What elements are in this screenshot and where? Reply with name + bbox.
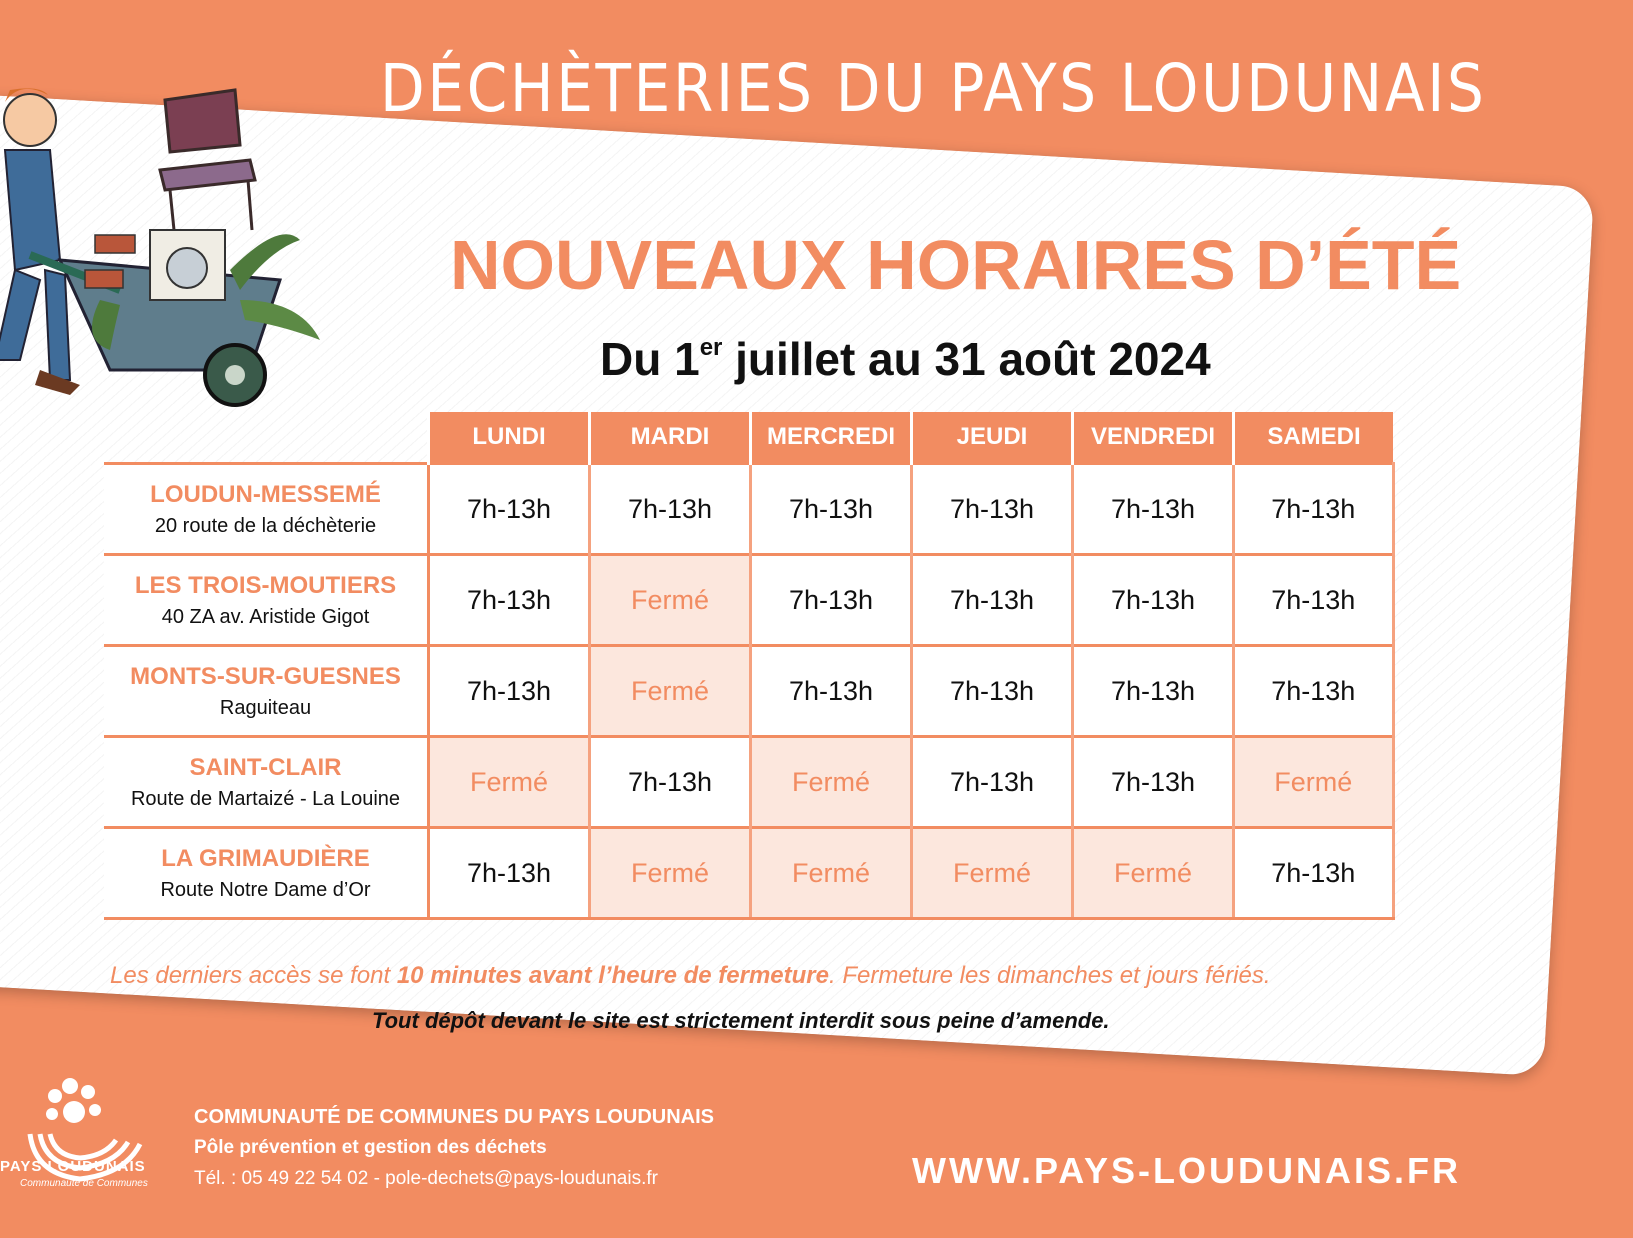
note-text: Les derniers accès se font: [110, 962, 397, 989]
hours-cell: 7h-13h: [590, 464, 751, 555]
hours-cell: 7h-13h: [1234, 464, 1394, 555]
hours-cell: Fermé: [590, 646, 751, 737]
site-name: LA GRIMAUDIÈRE: [161, 844, 370, 872]
site-cell: [104, 555, 429, 646]
organization-contact: Tél. : 05 49 22 54 02 - pole-dechets@pays-loudunais.fr: [194, 1168, 658, 1189]
hours-cell: 7h-13h: [1234, 646, 1394, 737]
site-name: LES TROIS-MOUTIERS: [134, 571, 397, 599]
day-header: VENDREDI: [1073, 412, 1234, 464]
hours-cell: 7h-13h: [751, 555, 912, 646]
logo-text: PAYS LOUDUNAIS: [0, 1158, 146, 1175]
site-name: MONTS-SUR-GUESNES: [130, 662, 401, 690]
hours-cell: 7h-13h: [429, 828, 590, 919]
table-header-row: [104, 412, 1393, 464]
hours-cell: 7h-13h: [1234, 555, 1394, 646]
subtitle-ordinal: er: [699, 334, 723, 361]
site-address: Route de Martaizé - La Louine: [130, 787, 401, 810]
hours-cell: Fermé: [751, 828, 912, 919]
table-row: [104, 464, 1393, 555]
hours-cell: Fermé: [429, 737, 590, 828]
hours-cell: 7h-13h: [1073, 737, 1234, 828]
hours-cell: Fermé: [751, 737, 912, 828]
hours-cell: 7h-13h: [1234, 828, 1394, 919]
hours-cell: 7h-13h: [912, 555, 1073, 646]
hours-cell: Fermé: [590, 555, 751, 646]
table-row: [104, 828, 1393, 919]
site-address: 20 route de la déchèterie: [154, 514, 377, 537]
dumping-warning: Tout dépôt devant le site est strictement interdit sous peine d’amende.: [372, 1008, 1110, 1033]
table-corner: [104, 412, 429, 464]
last-access-note: [110, 962, 1410, 990]
website-link[interactable]: WWW.PAYS-LOUDUNAIS.FR: [912, 1150, 1461, 1191]
hours-cell: 7h-13h: [429, 646, 590, 737]
header-title: DÉCHÈTERIES DU PAYS LOUDUNAIS: [380, 50, 1487, 127]
site-name: SAINT-CLAIR: [189, 753, 342, 781]
site-address: Raguiteau: [219, 696, 312, 719]
logo-subtext: Communauté de Communes: [20, 1178, 148, 1189]
hours-cell: 7h-13h: [912, 464, 1073, 555]
subtitle-suffix: juillet au 31 août 2024: [722, 333, 1211, 385]
organization-department: Pôle prévention et gestion des déchets: [194, 1137, 547, 1158]
hours-cell: 7h-13h: [429, 555, 590, 646]
site-address: Route Notre Dame d’Or: [160, 878, 371, 901]
hours-cell: 7h-13h: [751, 646, 912, 737]
hours-cell: 7h-13h: [1073, 555, 1234, 646]
subtitle-prefix: Du 1: [600, 333, 700, 385]
hours-cell: Fermé: [590, 828, 751, 919]
main-title: NOUVEAUX HORAIRES D’ÉTÉ: [450, 226, 1462, 304]
table-row: [104, 555, 1393, 646]
wheelbarrow-illustration: [0, 40, 350, 410]
day-header: LUNDI: [429, 412, 590, 464]
date-range-subtitle: [600, 332, 1400, 386]
hours-cell: 7h-13h: [590, 737, 751, 828]
hours-cell: 7h-13h: [751, 464, 912, 555]
day-header: JEUDI: [912, 412, 1073, 464]
site-cell: [104, 737, 429, 828]
note-text: . Fermeture les dimanches et jours fériés.: [828, 962, 1271, 989]
note-emphasis: 10 minutes avant l’heure de fermeture: [396, 962, 829, 989]
hours-cell: Fermé: [1234, 737, 1394, 828]
hours-cell: Fermé: [912, 828, 1073, 919]
site-cell: [104, 646, 429, 737]
day-header: SAMEDI: [1234, 412, 1394, 464]
hours-cell: 7h-13h: [912, 646, 1073, 737]
day-header: MERCREDI: [751, 412, 912, 464]
hours-cell: 7h-13h: [1073, 464, 1234, 555]
site-address: 40 ZA av. Aristide Gigot: [161, 605, 370, 628]
table-row: [104, 737, 1393, 828]
site-cell: [104, 828, 429, 919]
hours-cell: Fermé: [1073, 828, 1234, 919]
site-cell: [104, 464, 429, 555]
table-row: [104, 646, 1393, 737]
day-header: MARDI: [590, 412, 751, 464]
hours-cell: 7h-13h: [912, 737, 1073, 828]
organization-name: COMMUNAUTÉ DE COMMUNES DU PAYS LOUDUNAIS: [194, 1106, 715, 1128]
hours-cell: 7h-13h: [429, 464, 590, 555]
opening-hours-table: [104, 412, 1395, 920]
site-name: LOUDUN-MESSEMÉ: [150, 480, 381, 508]
hours-cell: 7h-13h: [1073, 646, 1234, 737]
